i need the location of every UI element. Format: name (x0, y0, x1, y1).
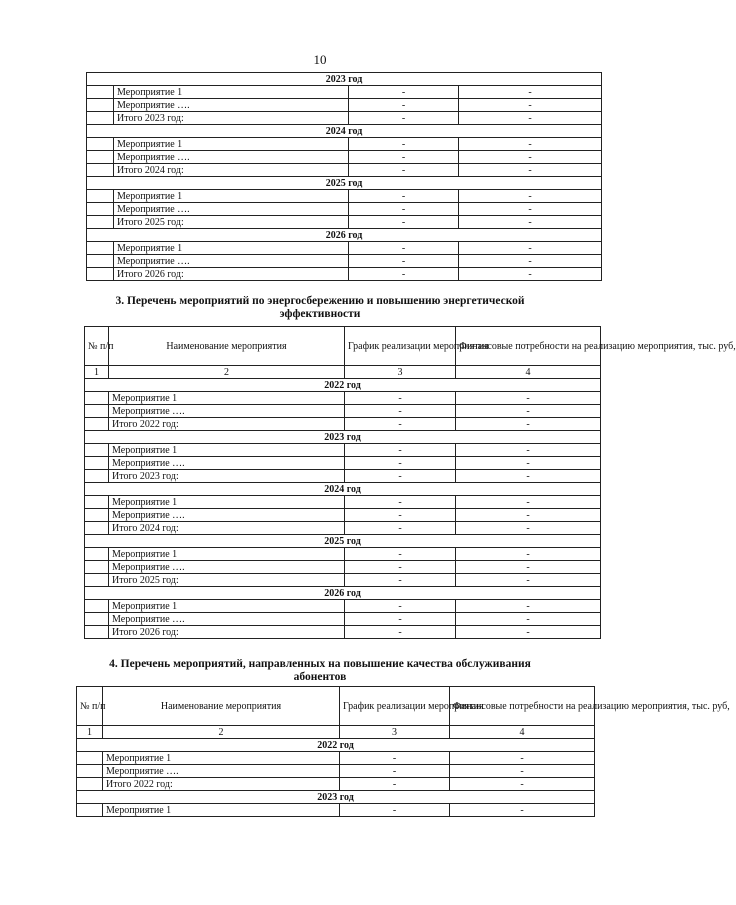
finance-cell: - (456, 574, 601, 587)
row-number-cell (85, 600, 109, 613)
row-number-cell (87, 216, 114, 229)
header-name: Наименование мероприятия (103, 687, 340, 726)
header-finance: Финансовые потребности на реализацию мероприятия, тыс. руб, (450, 687, 595, 726)
row-number-cell (87, 242, 114, 255)
total-row (85, 522, 601, 535)
total-row (85, 418, 601, 431)
finance-cell: - (459, 112, 602, 125)
year-row (77, 739, 595, 752)
total-row (77, 778, 595, 791)
activity-name: Мероприятие …. (109, 561, 345, 574)
finance-cell: - (456, 444, 601, 457)
row-number-cell (87, 164, 114, 177)
activity-name: Мероприятие 1 (103, 804, 340, 817)
activity-name: Мероприятие …. (109, 613, 345, 626)
total-row (87, 112, 602, 125)
col-number: 4 (456, 366, 601, 379)
row-number-cell (87, 190, 114, 203)
year-label: 2023 год (85, 431, 601, 444)
row-number-cell (85, 418, 109, 431)
schedule-cell: - (349, 190, 459, 203)
finance-cell: - (459, 255, 602, 268)
year-row (87, 73, 602, 86)
finance-cell: - (456, 613, 601, 626)
activity-name: Мероприятие …. (114, 255, 349, 268)
energy-efficiency-table (84, 326, 736, 639)
schedule-cell: - (340, 778, 450, 791)
finance-cell: - (456, 470, 601, 483)
col-number: 1 (77, 726, 103, 739)
schedule-cell: - (349, 138, 459, 151)
table-row (87, 86, 602, 99)
column-number-row (85, 366, 601, 379)
year-row (85, 431, 601, 444)
activity-name: Мероприятие 1 (109, 496, 345, 509)
row-number-cell (85, 496, 109, 509)
table-row (85, 444, 601, 457)
total-row (87, 216, 602, 229)
schedule-cell: - (345, 626, 456, 639)
year-label: 2024 год (85, 483, 601, 496)
schedule-cell: - (345, 418, 456, 431)
header-finance: Финансовые потребности на реализацию мероприятия, тыс. руб, (456, 327, 601, 366)
schedule-cell: - (349, 164, 459, 177)
table-row (85, 496, 601, 509)
year-label: 2026 год (87, 229, 602, 242)
finance-cell: - (459, 138, 602, 151)
activity-name: Итого 2023 год: (114, 112, 349, 125)
finance-cell: - (456, 548, 601, 561)
row-number-cell (85, 470, 109, 483)
col-number: 1 (85, 366, 109, 379)
table-row (77, 765, 595, 778)
row-number-cell (85, 444, 109, 457)
activity-name: Мероприятие 1 (114, 86, 349, 99)
col-number: 4 (450, 726, 595, 739)
activity-name: Мероприятие …. (109, 405, 345, 418)
table-row (85, 457, 601, 470)
activity-name: Итого 2026 год: (109, 626, 345, 639)
activity-name: Итого 2025 год: (109, 574, 345, 587)
col-number: 2 (109, 366, 345, 379)
activity-name: Мероприятие …. (114, 99, 349, 112)
row-number-cell (87, 86, 114, 99)
year-row (85, 483, 601, 496)
activity-name: Мероприятие 1 (103, 752, 340, 765)
table-row (87, 99, 602, 112)
activity-name: Мероприятие 1 (114, 242, 349, 255)
finance-cell: - (459, 151, 602, 164)
activity-name: Мероприятие 1 (114, 138, 349, 151)
finance-cell: - (459, 86, 602, 99)
activity-name: Мероприятие 1 (109, 444, 345, 457)
row-number-cell (87, 268, 114, 281)
row-number-cell (85, 509, 109, 522)
col-number: 3 (340, 726, 450, 739)
table-row (85, 561, 601, 574)
row-number-cell (77, 778, 103, 791)
table-row (87, 242, 602, 255)
finance-cell: - (456, 496, 601, 509)
row-number-cell (85, 574, 109, 587)
column-number-row (77, 726, 595, 739)
activity-name: Итого 2022 год: (109, 418, 345, 431)
table-row (87, 190, 602, 203)
schedule-cell: - (345, 509, 456, 522)
finance-cell: - (459, 190, 602, 203)
finance-cell: - (456, 405, 601, 418)
row-number-cell (77, 765, 103, 778)
row-number-cell (87, 138, 114, 151)
row-number-cell (85, 613, 109, 626)
schedule-cell: - (345, 457, 456, 470)
row-number-cell (87, 99, 114, 112)
year-label: 2025 год (87, 177, 602, 190)
row-number-cell (87, 151, 114, 164)
total-row (85, 574, 601, 587)
header-schedule: График реализации мероприятия (345, 327, 456, 366)
schedule-cell: - (345, 561, 456, 574)
schedule-cell: - (349, 112, 459, 125)
table-row (85, 509, 601, 522)
table-row (87, 151, 602, 164)
year-row (85, 587, 601, 600)
schedule-cell: - (345, 574, 456, 587)
table-row (85, 405, 601, 418)
page-number: 10 (313, 52, 327, 67)
schedule-cell: - (345, 444, 456, 457)
finance-cell: - (456, 561, 601, 574)
finance-cell: - (459, 99, 602, 112)
table-row (87, 203, 602, 216)
activity-name: Итого 2023 год: (109, 470, 345, 483)
table-row (85, 392, 601, 405)
col-number: 2 (103, 726, 340, 739)
year-row (77, 791, 595, 804)
schedule-cell: - (340, 752, 450, 765)
finance-cell: - (456, 457, 601, 470)
row-number-cell (85, 561, 109, 574)
schedule-cell: - (345, 470, 456, 483)
activity-name: Итого 2022 год: (103, 778, 340, 791)
table-row (77, 752, 595, 765)
year-row (87, 229, 602, 242)
finance-cell: - (450, 804, 595, 817)
schedule-cell: - (349, 86, 459, 99)
schedule-cell: - (345, 405, 456, 418)
activity-name: Итого 2024 год: (114, 164, 349, 177)
activity-name: Мероприятие 1 (114, 190, 349, 203)
finance-cell: - (456, 392, 601, 405)
continuation-table (86, 72, 602, 281)
finance-cell: - (450, 765, 595, 778)
activity-name: Итого 2024 год: (109, 522, 345, 535)
year-row (85, 535, 601, 548)
schedule-cell: - (349, 268, 459, 281)
schedule-cell: - (345, 496, 456, 509)
header-num: № п/п (85, 327, 109, 366)
table-row (87, 138, 602, 151)
activity-name: Итого 2025 год: (114, 216, 349, 229)
total-row (85, 626, 601, 639)
activity-name: Мероприятие 1 (109, 600, 345, 613)
finance-cell: - (456, 522, 601, 535)
row-number-cell (85, 548, 109, 561)
table-row (77, 804, 595, 817)
schedule-cell: - (349, 99, 459, 112)
year-row (85, 379, 601, 392)
section-3-heading: 3. Перечень мероприятий по энергосбережению и повышению энергетической эффективности (115, 295, 525, 320)
schedule-cell: - (345, 600, 456, 613)
schedule-cell: - (345, 548, 456, 561)
activity-name: Мероприятие 1 (109, 392, 345, 405)
row-number-cell (87, 255, 114, 268)
finance-cell: - (459, 203, 602, 216)
header-num: № п/п (77, 687, 103, 726)
row-number-cell (77, 752, 103, 765)
schedule-cell: - (345, 392, 456, 405)
section-4-heading: 4. Перечень мероприятий, направленных на повышение качества обслуживания абонентов (109, 658, 531, 683)
col-number: 3 (345, 366, 456, 379)
activity-name: Мероприятие …. (109, 457, 345, 470)
total-row (85, 470, 601, 483)
row-number-cell (85, 405, 109, 418)
year-label: 2023 год (87, 73, 602, 86)
finance-cell: - (459, 216, 602, 229)
finance-cell: - (456, 418, 601, 431)
year-row (87, 125, 602, 138)
year-label: 2022 год (77, 739, 595, 752)
finance-cell: - (459, 242, 602, 255)
service-quality-table (76, 686, 730, 817)
schedule-cell: - (349, 216, 459, 229)
finance-cell: - (459, 268, 602, 281)
finance-cell: - (459, 164, 602, 177)
table-header-row (85, 327, 601, 366)
schedule-cell: - (349, 151, 459, 164)
year-label: 2023 год (77, 791, 595, 804)
schedule-cell: - (340, 804, 450, 817)
activity-name: Мероприятие 1 (109, 548, 345, 561)
table-row (85, 548, 601, 561)
activity-name: Итого 2026 год: (114, 268, 349, 281)
finance-cell: - (450, 778, 595, 791)
schedule-cell: - (340, 765, 450, 778)
activity-name: Мероприятие …. (114, 203, 349, 216)
total-row (87, 164, 602, 177)
year-row (87, 177, 602, 190)
year-label: 2022 год (85, 379, 601, 392)
schedule-cell: - (345, 613, 456, 626)
header-schedule: График реализации мероприятия (340, 687, 450, 726)
schedule-cell: - (349, 242, 459, 255)
table-row (85, 613, 601, 626)
row-number-cell (87, 203, 114, 216)
activity-name: Мероприятие …. (114, 151, 349, 164)
table-header-row (77, 687, 595, 726)
year-label: 2025 год (85, 535, 601, 548)
finance-cell: - (456, 626, 601, 639)
total-row (87, 268, 602, 281)
row-number-cell (87, 112, 114, 125)
row-number-cell (85, 392, 109, 405)
activity-name: Мероприятие …. (103, 765, 340, 778)
finance-cell: - (456, 509, 601, 522)
activity-name: Мероприятие …. (109, 509, 345, 522)
header-name: Наименование мероприятия (109, 327, 345, 366)
year-label: 2026 год (85, 587, 601, 600)
row-number-cell (85, 522, 109, 535)
schedule-cell: - (349, 203, 459, 216)
row-number-cell (85, 457, 109, 470)
schedule-cell: - (349, 255, 459, 268)
finance-cell: - (456, 600, 601, 613)
finance-cell: - (450, 752, 595, 765)
row-number-cell (77, 804, 103, 817)
row-number-cell (85, 626, 109, 639)
schedule-cell: - (345, 522, 456, 535)
table-row (85, 600, 601, 613)
table-row (87, 255, 602, 268)
year-label: 2024 год (87, 125, 602, 138)
